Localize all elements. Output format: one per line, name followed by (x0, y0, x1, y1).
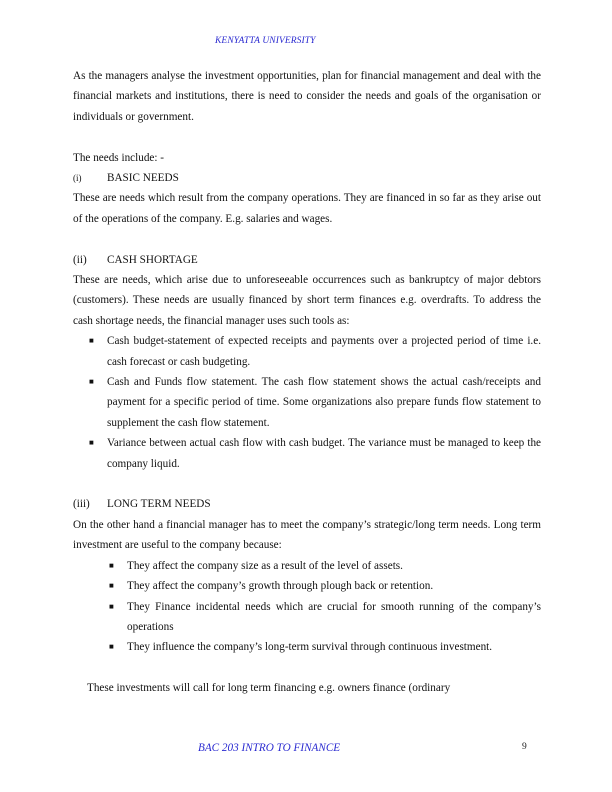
section-text: These are needs which result from the company operations. They are financed in so far as they arise out of the operations of the company. E.g. salaries and wages. (73, 192, 541, 225)
closing-paragraph: These investments will call for long term financing e.g. owners finance (ordinary (87, 682, 451, 695)
list-item: ■ They Finance incidental needs which are crucial for smooth running of the company’s operations (73, 597, 541, 638)
section-heading-long-term-needs (73, 494, 541, 514)
bullet-icon: ■ (109, 581, 114, 591)
cash-tools-list (73, 331, 541, 474)
section-title: LONG TERM NEEDS (107, 498, 211, 511)
bullet-icon: ■ (89, 377, 94, 387)
page-body (73, 66, 541, 699)
bullet-icon: ■ (89, 336, 94, 346)
long-term-reasons-list (73, 556, 541, 658)
list-item: ■ Cash and Funds flow statement. The cash flow statement shows the actual cash/receipts and payment for a specific period of time. Some organizations also prepare funds flow statement to supplement the cash flow statement. (73, 372, 541, 433)
section-text: These are needs, which arise due to unforeseeable occurrences such as bankruptcy of major debtors (customers). These needs are usually financed by short term finances e.g. overdrafts. To address the cash shortage needs, the financial manager uses such tools as: (73, 274, 541, 327)
list-item: ■ They influence the company’s long-term survival through continuous investment. (73, 637, 541, 657)
bullet-icon: ■ (89, 438, 94, 448)
section-title: BASIC NEEDS (107, 172, 179, 185)
bullet-icon: ■ (109, 601, 114, 611)
list-item: ■ They affect the company size as a result of the level of assets. (73, 556, 541, 576)
intro-paragraph: As the managers analyse the investment opportunities, plan for financial management and deal with the financial markets and institutions, there is need to consider the needs and goals of the organisation or individuals or government. (73, 70, 541, 123)
needs-intro: The needs include: - (73, 151, 165, 164)
section-number: (i) (73, 173, 82, 184)
list-item: ■ Variance between actual cash flow with cash budget. The variance must be managed to keep the company liquid. (73, 433, 541, 474)
page-footer-course: BAC 203 INTRO TO FINANCE (198, 742, 341, 754)
section-number: (iii) (73, 498, 90, 511)
section-number: (ii) (73, 253, 87, 266)
page-number: 9 (522, 742, 527, 752)
bullet-icon: ■ (109, 560, 114, 570)
page-header: KENYATTA UNIVERSITY (215, 36, 316, 46)
list-item: ■ Cash budget-statement of expected receipts and payments over a projected period of time i.e. cash forecast or cash budgeting. (73, 331, 541, 372)
list-item: ■ They affect the company’s growth through plough back or retention. (73, 576, 541, 596)
section-title: CASH SHORTAGE (107, 253, 198, 266)
section-heading-cash-shortage (73, 250, 541, 270)
section-heading-basic-needs (73, 168, 541, 188)
bullet-icon: ■ (109, 642, 114, 652)
section-text: On the other hand a financial manager has to meet the company’s strategic/long term needs. Long term investment are useful to the company because: (73, 518, 541, 552)
